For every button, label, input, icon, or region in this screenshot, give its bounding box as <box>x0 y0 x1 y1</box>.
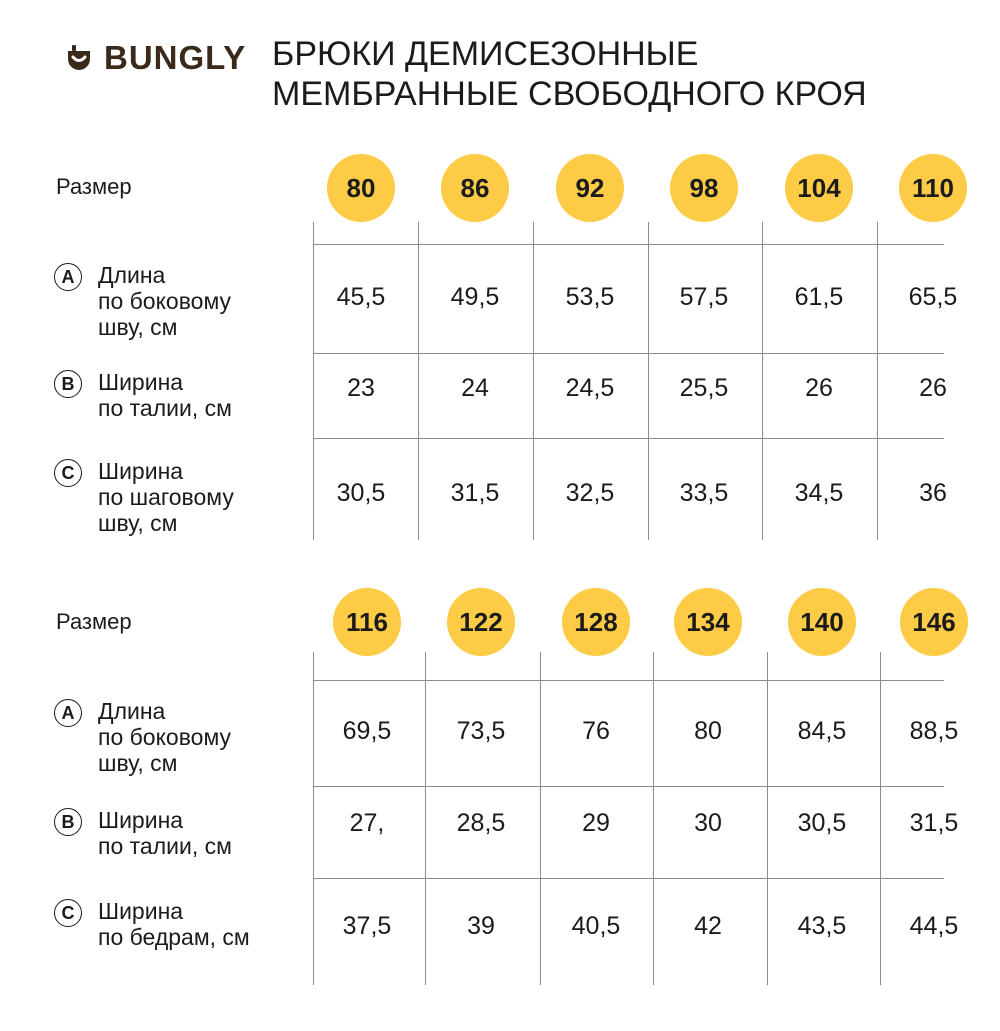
table-cell: 61,5 <box>794 283 844 311</box>
table-cell: 28,5 <box>456 809 506 837</box>
size-badge-110: 110 <box>899 154 967 222</box>
measure-label: Длина по боковому шву, см <box>98 262 232 340</box>
row-divider <box>313 353 944 354</box>
table-cell: 84,5 <box>797 717 847 745</box>
table-cell: 30 <box>694 809 722 837</box>
measure-label: Ширина по талии, см <box>98 807 232 859</box>
measure-letter-badge: A <box>54 699 82 727</box>
measure-letter-badge: C <box>54 459 82 487</box>
table-cell: 24,5 <box>565 374 615 402</box>
brand-name: BUNGLY <box>104 39 247 76</box>
table-cell: 26 <box>805 374 833 402</box>
size-badge-128: 128 <box>562 588 630 656</box>
table-cell: 53,5 <box>565 283 615 311</box>
row-header-b <box>54 369 232 421</box>
table-cell: 65,5 <box>908 283 958 311</box>
table-cell: 45,5 <box>336 283 386 311</box>
column-divider <box>533 222 534 540</box>
size-label: Размер <box>56 609 132 634</box>
size-badge-86: 86 <box>441 154 509 222</box>
table-cell: 80 <box>694 717 722 745</box>
size-badge-122: 122 <box>447 588 515 656</box>
table-cell: 88,5 <box>909 717 959 745</box>
table-cell: 49,5 <box>450 283 500 311</box>
row-header-c <box>54 898 250 950</box>
measure-label: Ширина по бедрам, см <box>98 898 250 950</box>
table-cell: 30,5 <box>336 479 386 507</box>
table-cell: 23 <box>347 374 375 402</box>
column-divider <box>762 222 763 540</box>
row-header-b <box>54 807 232 859</box>
row-header-a <box>54 262 231 340</box>
table-cell: 31,5 <box>450 479 500 507</box>
size-badge-80: 80 <box>327 154 395 222</box>
table-cell: 34,5 <box>794 479 844 507</box>
measure-letter-badge: B <box>54 808 82 836</box>
measure-label: Ширина по шаговому шву, см <box>98 458 234 536</box>
measure-letter-badge: A <box>54 263 82 291</box>
row-divider <box>313 244 944 245</box>
page-title <box>272 34 867 114</box>
table-cell: 36 <box>919 479 947 507</box>
row-header-a <box>54 698 231 776</box>
size-badge-116: 116 <box>333 588 401 656</box>
size-badge-98: 98 <box>670 154 738 222</box>
size-label: Размер <box>56 174 132 199</box>
table-cell: 40,5 <box>571 912 621 940</box>
measure-letter-badge: C <box>54 899 82 927</box>
table-cell: 33,5 <box>679 479 729 507</box>
row-divider <box>313 438 944 439</box>
table-cell: 24 <box>461 374 489 402</box>
title-line-1: БРЮКИ ДЕМИСЕЗОННЫЕ <box>272 35 699 73</box>
measure-label: Ширина по талии, см <box>98 369 232 421</box>
column-divider <box>418 222 419 540</box>
table-cell: 44,5 <box>909 912 959 940</box>
table-cell: 37,5 <box>342 912 392 940</box>
table-cell: 69,5 <box>342 717 392 745</box>
table-cell: 42 <box>694 912 722 940</box>
row-divider <box>313 878 944 879</box>
row-divider <box>313 786 944 787</box>
size-badge-134: 134 <box>674 588 742 656</box>
smile-bag-icon <box>64 43 94 73</box>
table-cell: 25,5 <box>679 374 729 402</box>
table-cell: 30,5 <box>797 809 847 837</box>
table-cell: 57,5 <box>679 283 729 311</box>
table-cell: 29 <box>582 809 610 837</box>
table-cell: 73,5 <box>456 717 506 745</box>
size-badge-140: 140 <box>788 588 856 656</box>
title-line-2: МЕМБРАННЫЕ СВОБОДНОГО КРОЯ <box>272 75 867 113</box>
table-cell: 31,5 <box>909 809 959 837</box>
brand-logo <box>64 36 246 80</box>
table-cell: 43,5 <box>797 912 847 940</box>
table-cell: 27, <box>349 809 385 837</box>
row-header-c <box>54 458 234 536</box>
measure-label: Длина по боковому шву, см <box>98 698 232 776</box>
table-cell: 26 <box>919 374 947 402</box>
row-divider <box>313 680 944 681</box>
table-cell: 32,5 <box>565 479 615 507</box>
table-cell: 39 <box>467 912 495 940</box>
table-cell: 76 <box>582 717 610 745</box>
size-badge-104: 104 <box>785 154 853 222</box>
size-badge-92: 92 <box>556 154 624 222</box>
size-badge-146: 146 <box>900 588 968 656</box>
measure-letter-badge: B <box>54 370 82 398</box>
